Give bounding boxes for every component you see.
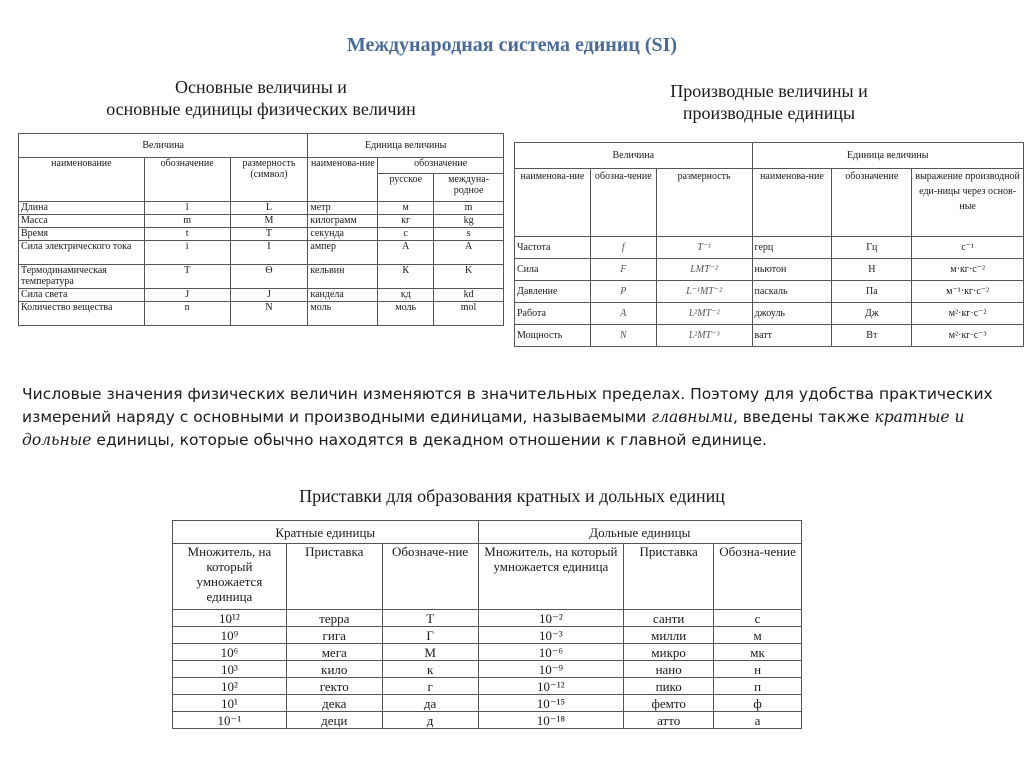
cell-symbol: п <box>714 678 802 695</box>
cell-name: Мощность <box>515 325 591 347</box>
table-row <box>515 237 1024 259</box>
cell-name: Сила света <box>19 289 145 302</box>
cell-symbol: мк <box>714 644 802 661</box>
cell-dimension: J <box>230 289 308 302</box>
cell-symbol: n <box>144 302 230 326</box>
cell-dimension: LMT⁻² <box>656 259 752 281</box>
derived-heading-line2: производные единицы <box>682 103 856 123</box>
prefixes-heading: Приставки для образования кратных и дольных единиц <box>299 486 725 506</box>
cell-symbol: к <box>382 661 478 678</box>
cell-unit: кандела <box>308 289 378 302</box>
cell-factor: 10³ <box>173 661 287 678</box>
cell-name: Сила <box>515 259 591 281</box>
cell-name: Сила электрического тока <box>19 241 145 265</box>
explanation-paragraph <box>22 383 1012 452</box>
header-symbol: обозна-чение <box>590 169 656 237</box>
cell-symbol: Г <box>382 627 478 644</box>
base-units-table <box>18 133 504 326</box>
table-row <box>19 265 504 289</box>
cell-intl: m <box>434 202 504 215</box>
header-designation: обозначение <box>378 158 504 174</box>
base-quantities-heading <box>18 76 504 120</box>
cell-symbol: н <box>714 661 802 678</box>
paragraph-text: единицы, которые обычно находятся в декадном отношении к главной единице. <box>91 431 767 449</box>
cell-dimension: M <box>230 215 308 228</box>
cell-symbol: f <box>590 237 656 259</box>
cell-symbol: P <box>590 281 656 303</box>
cell-intl: s <box>434 228 504 241</box>
cell-factor: 10¹ <box>173 695 287 712</box>
cell-ru: моль <box>378 302 434 326</box>
cell-expression: м⁻¹·кг·с⁻² <box>912 281 1024 303</box>
cell-unit: джоуль <box>752 303 832 325</box>
cell-factor: 10⁻⁶ <box>478 644 624 661</box>
cell-prefix: дека <box>286 695 382 712</box>
cell-symbol: A <box>590 303 656 325</box>
cell-dimension: I <box>230 241 308 265</box>
cell-factor: 10⁶ <box>173 644 287 661</box>
cell-symbol: J <box>144 289 230 302</box>
cell-designation: Вт <box>832 325 912 347</box>
cell-prefix: гекто <box>286 678 382 695</box>
header-factor: Множитель, на который умножается единица <box>478 544 624 610</box>
paragraph-text: , введены также <box>732 408 875 426</box>
cell-intl: K <box>434 265 504 289</box>
cell-unit: метр <box>308 202 378 215</box>
cell-dimension: L⁻¹MT⁻² <box>656 281 752 303</box>
header-dimension: размерность <box>656 169 752 237</box>
cell-dimension: T⁻¹ <box>656 237 752 259</box>
header-symbol: Обозна-чение <box>714 544 802 610</box>
cell-prefix: атто <box>624 712 714 729</box>
table-row <box>515 281 1024 303</box>
cell-factor: 10⁻¹⁸ <box>478 712 624 729</box>
table-row <box>173 695 802 712</box>
table-row <box>173 712 802 729</box>
cell-intl: A <box>434 241 504 265</box>
table-row <box>19 215 504 228</box>
cell-symbol: T <box>144 265 230 289</box>
cell-unit: секунда <box>308 228 378 241</box>
table-row <box>19 202 504 215</box>
cell-prefix: терра <box>286 610 382 627</box>
table-row <box>19 241 504 265</box>
header-multiple-units: Кратные единицы <box>173 521 479 544</box>
cell-prefix: кило <box>286 661 382 678</box>
cell-factor: 10⁻¹⁵ <box>478 695 624 712</box>
header-international: междуна-родное <box>434 174 504 202</box>
table-row <box>173 610 802 627</box>
table-row <box>173 644 802 661</box>
cell-name: Количество вещества <box>19 302 145 326</box>
cell-name: Время <box>19 228 145 241</box>
cell-symbol: ф <box>714 695 802 712</box>
header-prefix: Приставка <box>624 544 714 610</box>
cell-designation: Н <box>832 259 912 281</box>
cell-ru: кд <box>378 289 434 302</box>
cell-prefix: нано <box>624 661 714 678</box>
cell-symbol: да <box>382 695 478 712</box>
cell-dimension: T <box>230 228 308 241</box>
cell-unit: ампер <box>308 241 378 265</box>
paragraph-emphasis: главными <box>651 408 733 426</box>
cell-name: Термодинамическая температура <box>19 265 145 289</box>
header-unit-name: наименова-ние <box>752 169 832 237</box>
cell-ru: К <box>378 265 434 289</box>
cell-unit: кельвин <box>308 265 378 289</box>
table-row <box>173 678 802 695</box>
cell-symbol: l <box>144 202 230 215</box>
header-symbol: Обозначе-ние <box>382 544 478 610</box>
cell-intl: kg <box>434 215 504 228</box>
cell-ru: А <box>378 241 434 265</box>
table-row <box>515 325 1024 347</box>
cell-dimension: L²MT⁻² <box>656 303 752 325</box>
cell-expression: м·кг·с⁻² <box>912 259 1024 281</box>
cell-factor: 10⁻³ <box>478 627 624 644</box>
cell-symbol: t <box>144 228 230 241</box>
cell-prefix: деци <box>286 712 382 729</box>
cell-designation: Гц <box>832 237 912 259</box>
cell-factor: 10⁻¹ <box>173 712 287 729</box>
cell-unit: ньютон <box>752 259 832 281</box>
header-quantity: Величина <box>19 134 308 158</box>
cell-unit: паскаль <box>752 281 832 303</box>
cell-intl: mol <box>434 302 504 326</box>
header-russian: русское <box>378 174 434 202</box>
cell-factor: 10⁹ <box>173 627 287 644</box>
cell-symbol: г <box>382 678 478 695</box>
header-factor: Множитель, на который умножается единица <box>173 544 287 610</box>
header-prefix: Приставка <box>286 544 382 610</box>
cell-unit: ватт <box>752 325 832 347</box>
cell-prefix: милли <box>624 627 714 644</box>
cell-symbol: N <box>590 325 656 347</box>
cell-expression: м²·кг·с⁻³ <box>912 325 1024 347</box>
table-row <box>19 228 504 241</box>
cell-prefix: мега <box>286 644 382 661</box>
prefixes-table <box>172 520 802 729</box>
paragraph-emphasis: кратные и дольные <box>22 408 965 449</box>
cell-factor: 10² <box>173 678 287 695</box>
cell-factor: 10¹² <box>173 610 287 627</box>
cell-ru: кг <box>378 215 434 228</box>
cell-name: Работа <box>515 303 591 325</box>
cell-symbol: Т <box>382 610 478 627</box>
header-name: наименова-ние <box>515 169 591 237</box>
cell-symbol: д <box>382 712 478 729</box>
table-row <box>19 302 504 326</box>
table-row <box>19 289 504 302</box>
cell-prefix: пико <box>624 678 714 695</box>
cell-dimension: L²MT⁻³ <box>656 325 752 347</box>
cell-unit: килограмм <box>308 215 378 228</box>
table-row <box>515 303 1024 325</box>
cell-factor: 10⁻⁹ <box>478 661 624 678</box>
header-symbol: обозначение <box>144 158 230 202</box>
cell-name: Масса <box>19 215 145 228</box>
cell-dimension: N <box>230 302 308 326</box>
cell-name: Давление <box>515 281 591 303</box>
cell-symbol: m <box>144 215 230 228</box>
cell-prefix: санти <box>624 610 714 627</box>
cell-ru: с <box>378 228 434 241</box>
derived-quantities-heading <box>514 80 1024 124</box>
table-row <box>173 627 802 644</box>
table-row <box>173 661 802 678</box>
cell-symbol: i <box>144 241 230 265</box>
cell-expression: с⁻¹ <box>912 237 1024 259</box>
cell-unit: моль <box>308 302 378 326</box>
table-row <box>515 259 1024 281</box>
cell-designation: Дж <box>832 303 912 325</box>
cell-factor: 10⁻¹² <box>478 678 624 695</box>
page-title: Международная система единиц (SI) <box>346 34 678 56</box>
cell-symbol: м <box>714 627 802 644</box>
paragraph-text: Числовые значения физических величин изменяются в значительных пределах. Поэтому для удобства практических измерений наряду с основными и производными единицами, называемыми <box>22 385 993 426</box>
cell-dimension: Θ <box>230 265 308 289</box>
cell-factor: 10⁻² <box>478 610 624 627</box>
base-heading-line1: Основные величины и <box>175 77 347 97</box>
header-expression: выражение производной еди-ницы через основ-ные <box>912 169 1024 237</box>
header-fractional-units: Дольные единицы <box>478 521 801 544</box>
header-name: наименование <box>19 158 145 202</box>
cell-designation: Па <box>832 281 912 303</box>
cell-name: Длина <box>19 202 145 215</box>
header-designation: обозначение <box>832 169 912 237</box>
header-unit-name: наименова-ние <box>308 158 378 202</box>
header-unit: Единица величины <box>308 134 504 158</box>
derived-heading-line1: Производные величины и <box>670 81 868 101</box>
cell-unit: герц <box>752 237 832 259</box>
cell-symbol: с <box>714 610 802 627</box>
derived-units-table <box>514 142 1024 347</box>
cell-ru: м <box>378 202 434 215</box>
header-quantity: Величина <box>515 143 753 169</box>
cell-prefix: микро <box>624 644 714 661</box>
header-unit: Единица величины <box>752 143 1023 169</box>
cell-name: Частота <box>515 237 591 259</box>
cell-dimension: L <box>230 202 308 215</box>
cell-symbol: F <box>590 259 656 281</box>
base-heading-line2: основные единицы физических величин <box>106 99 416 119</box>
cell-prefix: фемто <box>624 695 714 712</box>
header-dimension: размерность (символ) <box>230 158 308 202</box>
cell-expression: м²·кг·с⁻² <box>912 303 1024 325</box>
cell-prefix: гига <box>286 627 382 644</box>
cell-symbol: М <box>382 644 478 661</box>
cell-intl: kd <box>434 289 504 302</box>
cell-symbol: а <box>714 712 802 729</box>
